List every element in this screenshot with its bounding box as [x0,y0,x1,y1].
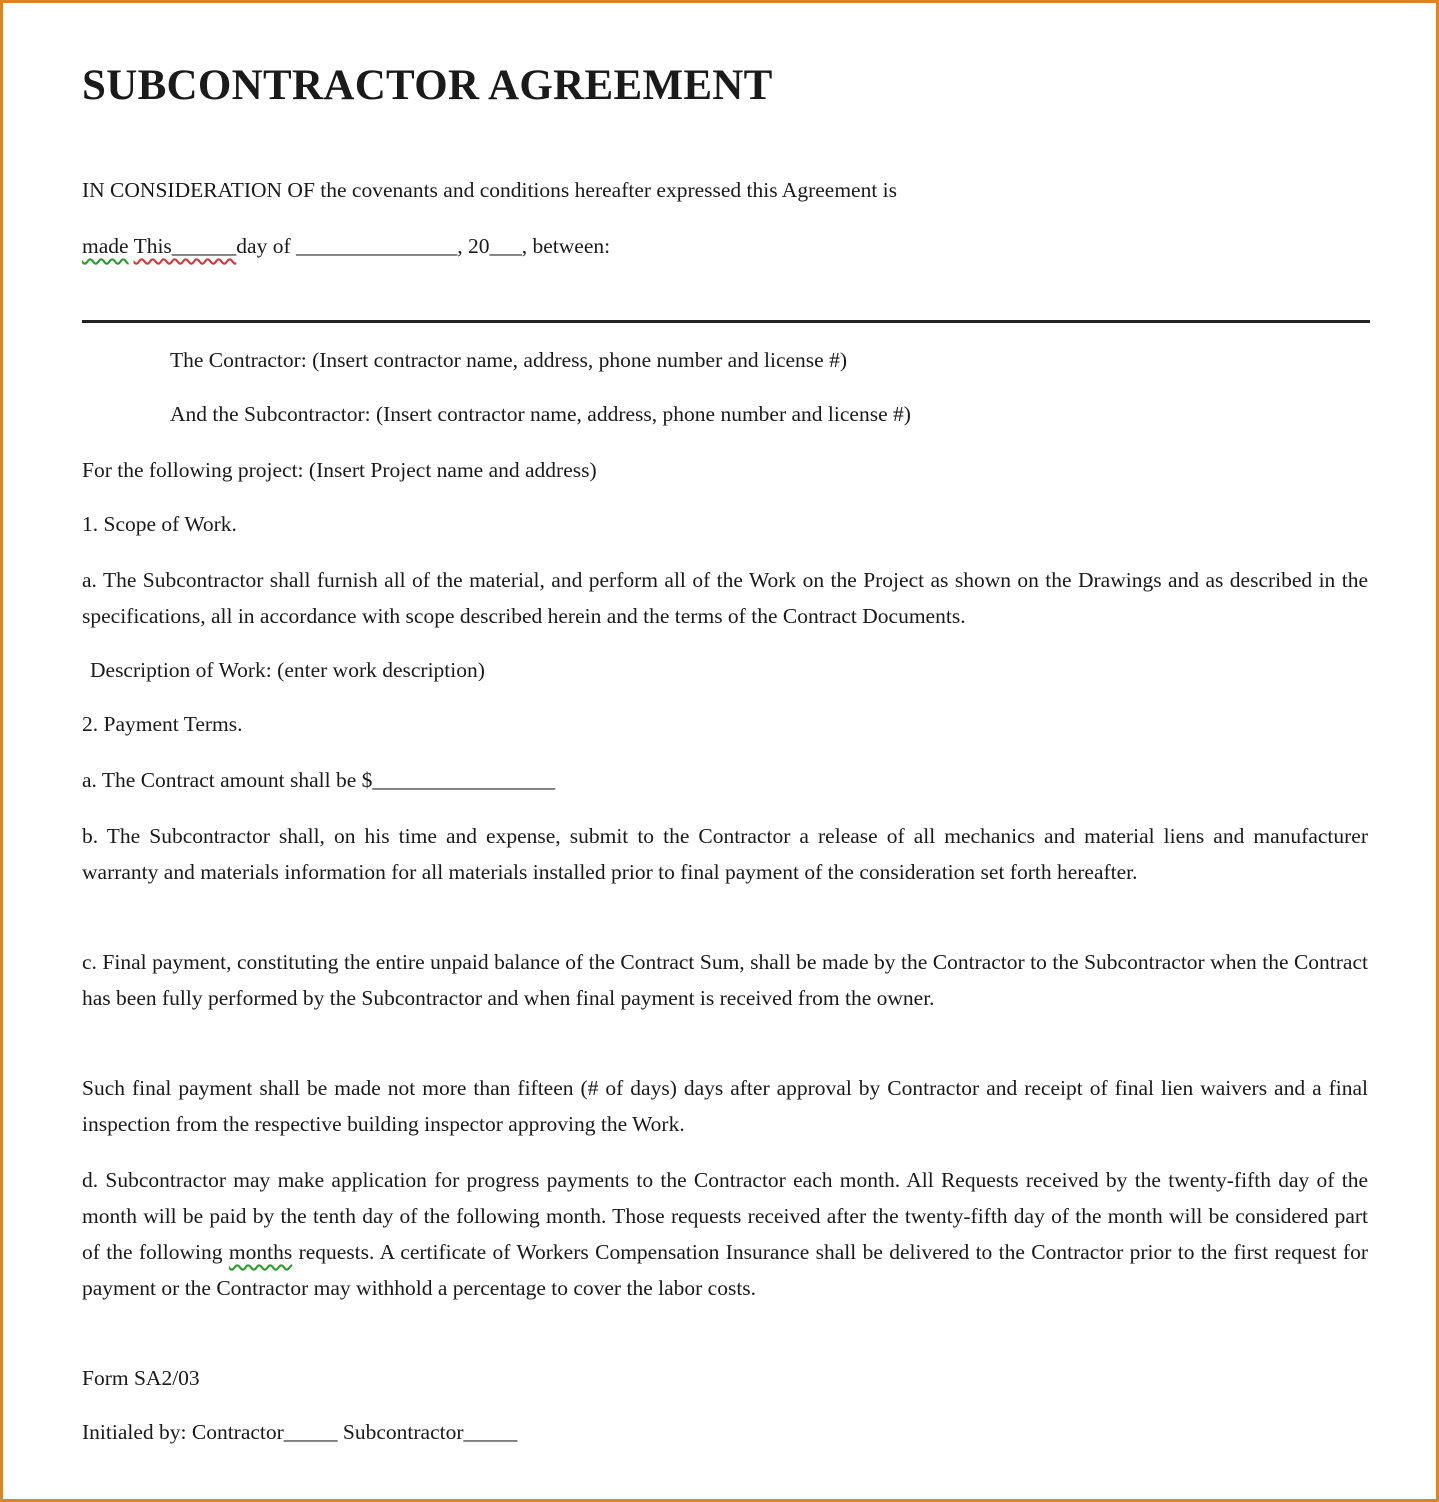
form-number: Form SA2/03 [82,1366,200,1390]
section2-b: b. The Subcontractor shall, on his time and expense, submit to the Contractor a release of all mechanics and material liens and manufacturer warranty and materials information for all materials installed prior to final payment of the consideration set forth hereafter. [82,824,1368,884]
document-title: SUBCONTRACTOR AGREEMENT [82,62,773,109]
signature-rule [82,320,1370,323]
section2-d-months: months [228,1240,293,1264]
section2-heading: 2. Payment Terms. [82,712,243,736]
intro-this: This______ [133,234,237,258]
description-line: Description of Work: (enter work description) [90,658,485,682]
section2-d-before: d. Subcontractor may make application for progress payments to the Contractor each month. All Requests received by the twenty-fifth day of the month will be paid by the tenth day of the following month. Those requests received after the twenty-fifth day of the month will be considered part of the following [82,1168,1368,1264]
section1-a: a. The Subcontractor shall furnish all of the material, and perform all of the Work on the Project as shown on the Drawings and as described in the specifications, all in accordance with scope described herein and the terms of the Contract Documents. [82,568,1368,628]
intro-rest: day of _______________, 20___, between: [236,234,611,258]
section2-a: a. The Contract amount shall be $_________________ [82,768,556,792]
section2-d-after: requests. A certificate of Workers Compensation Insurance shall be delivered to the Contractor prior to the first request for payment or the Contractor may withhold a percentage to cover the labor costs. [82,1240,1368,1300]
subcontractor-line: And the Subcontractor: (Insert contractor name, address, phone number and license #) [170,402,911,426]
project-line: For the following project: (Insert Project name and address) [82,458,597,482]
section2-c: c. Final payment, constituting the entire unpaid balance of the Contract Sum, shall be made by the Contractor to the Subcontractor when the Contract has been fully performed by the Subcontractor and when final payment is received from the owner. [82,950,1368,1010]
section1-heading: 1. Scope of Work. [82,512,237,536]
document-page [82,60,1368,112]
section2-d [82,1162,1368,1306]
intro-line: IN CONSIDERATION OF the covenants and conditions hereafter expressed this Agreement is [82,178,898,202]
intro-made: made [82,234,129,258]
final-payment-paragraph: Such final payment shall be made not more than fifteen (# of days) days after approval by Contractor and receipt of final lien waivers and a final inspection from the respective building inspector approving the Work. [82,1076,1368,1136]
initialed-line: Initialed by: Contractor_____ Subcontractor_____ [82,1420,518,1444]
contractor-line: The Contractor: (Insert contractor name, address, phone number and license #) [170,348,847,372]
intro-date-line [82,228,610,264]
